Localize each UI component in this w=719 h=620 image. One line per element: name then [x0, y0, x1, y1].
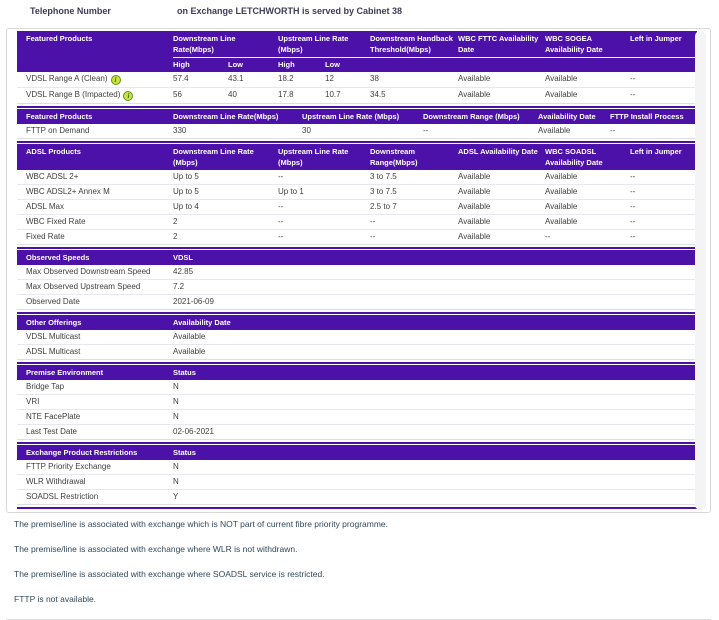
footnote-soadsl: The premise/line is associated with exchange where SOADSL service is restricted. — [14, 569, 325, 579]
premise-label: VRI — [26, 397, 40, 406]
sogea-availability-cell: Available — [545, 90, 578, 99]
upstream-low-cell: 10.7 — [325, 90, 341, 99]
product-name-cell: ADSL Max — [26, 202, 64, 211]
product-name-cell — [17, 88, 173, 103]
restriction-value: Y — [173, 492, 179, 501]
table-row-vri — [17, 395, 697, 410]
soadsl-availability-cell: Available — [545, 202, 578, 211]
column-header-downstream-range: Downstream Range (Mbps) — [423, 112, 520, 121]
left-in-jumper-cell: -- — [630, 74, 636, 83]
range-cell: 2.5 to 7 — [370, 202, 397, 211]
range-cell: 3 to 7.5 — [370, 187, 397, 196]
premise-environment-table — [17, 365, 697, 444]
adsl-availability-cell: Available — [458, 232, 491, 241]
footnotes — [14, 519, 719, 605]
exchange-product-restrictions-table — [17, 445, 697, 509]
upstream-cell: Up to 1 — [278, 187, 304, 196]
subheader-spacer — [545, 57, 630, 61]
subheader-downstream-low: Low — [228, 57, 278, 72]
column-header-left-in-jumper: Left in Jumper — [630, 147, 682, 156]
handback-cell: 38 — [370, 74, 379, 83]
column-header-adsl-availability: ADSL Availability Date — [458, 147, 538, 156]
footnote-fttp: FTTP is not available. — [14, 594, 97, 604]
restriction-label: WLR Withdrawal — [26, 477, 86, 486]
range-cell: -- — [370, 217, 376, 226]
column-header-handback-threshold: Downstream Handback Threshold(Mbps) — [370, 34, 453, 54]
range-cell: 3 to 7.5 — [370, 172, 397, 181]
upstream-cell: -- — [278, 202, 284, 211]
column-header-status: Status — [173, 368, 196, 377]
column-header-vdsl: VDSL — [173, 253, 194, 262]
offering-label: ADSL Multicast — [26, 347, 81, 356]
table-row-wbc-adsl2plus — [17, 170, 697, 185]
column-header-left-in-jumper: Left in Jumper — [630, 34, 682, 43]
downstream-cell: Up to 4 — [173, 202, 199, 211]
product-name-cell: WBC Fixed Rate — [26, 217, 86, 226]
column-header-wbc-sogea-availability: WBC SOGEA Availability Date — [545, 34, 603, 54]
restriction-value: N — [173, 462, 179, 471]
table-row-wbc-adsl2plus-annex-m — [17, 185, 697, 200]
observed-speeds-table — [17, 250, 697, 314]
section-header-observed-speeds: Observed Speeds — [26, 253, 90, 262]
left-in-jumper-cell: -- — [630, 90, 636, 99]
adsl-availability-cell: Available — [458, 217, 491, 226]
upstream-high-cell: 17.8 — [278, 90, 294, 99]
table-row-vdsl-range-b — [17, 88, 697, 104]
table-row-fttp-priority-exchange — [17, 460, 697, 475]
premise-value: N — [173, 412, 179, 421]
fttc-availability-cell: Available — [458, 74, 491, 83]
telephone-number-label: Telephone Number — [30, 6, 111, 16]
section-header-other-offerings: Other Offerings — [26, 318, 82, 327]
metric-label: Observed Date — [26, 297, 80, 306]
install-process-cell: -- — [610, 126, 616, 135]
subheader-spacer — [630, 57, 697, 61]
metric-label: Max Observed Upstream Speed — [26, 282, 141, 291]
premise-value: N — [173, 382, 179, 391]
footnote-fibre-priority: The premise/line is associated with exchange which is NOT part of current fibre priority programme. — [14, 519, 388, 529]
table-row-adsl-max — [17, 200, 697, 215]
table-row-observed-date — [17, 295, 697, 310]
column-header-featured-products: Featured Products — [26, 34, 93, 43]
soadsl-availability-cell: Available — [545, 187, 578, 196]
table-row-max-upstream — [17, 280, 697, 295]
footnote-wlr: The premise/line is associated with exchange where WLR is not withdrawn. — [14, 544, 298, 554]
premise-label: Last Test Date — [26, 427, 77, 436]
scrollbar-track[interactable] — [695, 31, 706, 510]
restriction-label: SOADSL Restriction — [26, 492, 99, 501]
section-header-exchange-restrictions: Exchange Product Restrictions — [26, 448, 138, 457]
downstream-high-cell: 56 — [173, 90, 182, 99]
handback-cell: 34.5 — [370, 90, 386, 99]
availability-cell: Available — [538, 126, 571, 135]
column-header-upstream-line-rate: Upstream Line Rate (Mbps) — [302, 112, 400, 121]
range-cell: -- — [423, 126, 429, 135]
results-panel — [6, 28, 711, 513]
table-row-fixed-rate — [17, 230, 697, 245]
column-header-downstream-line-rate: Downstream Line Rate (Mbps) — [173, 147, 254, 167]
table-row-bridge-tap — [17, 380, 697, 395]
table-row-last-test-date — [17, 425, 697, 440]
sogea-availability-cell: Available — [545, 74, 578, 83]
table-row-max-downstream — [17, 265, 697, 280]
column-header-upstream-line-rate: Upstream Line Rate (Mbps) — [278, 147, 349, 167]
left-in-jumper-cell: -- — [630, 232, 636, 241]
downstream-cell: Up to 5 — [173, 172, 199, 181]
downstream-low-cell: 40 — [228, 90, 237, 99]
downstream-low-cell: 43.1 — [228, 74, 244, 83]
soadsl-availability-cell: Available — [545, 217, 578, 226]
product-name-cell: WBC ADSL2+ Annex M — [26, 187, 110, 196]
product-name: VDSL Range A (Clean) — [26, 74, 108, 83]
left-in-jumper-cell: -- — [630, 202, 636, 211]
column-header-status: Status — [173, 448, 196, 457]
downstream-cell: 330 — [173, 126, 187, 135]
column-header-upstream-line-rate: Upstream Line Rate (Mbps) — [278, 34, 349, 54]
range-cell: -- — [370, 232, 376, 241]
restriction-label: FTTP Priority Exchange — [26, 462, 111, 471]
premise-value: N — [173, 397, 179, 406]
left-in-jumper-cell: -- — [630, 172, 636, 181]
other-offerings-table — [17, 315, 697, 364]
product-name-cell: Fixed Rate — [26, 232, 65, 241]
table-row-soadsl-restriction — [17, 490, 697, 505]
upstream-high-cell: 18.2 — [278, 74, 294, 83]
upstream-low-cell: 12 — [325, 74, 334, 83]
subheader-upstream-high: High — [278, 57, 325, 72]
left-in-jumper-cell: -- — [630, 217, 636, 226]
section-header-premise-environment: Premise Environment — [26, 368, 104, 377]
subheader-spacer — [458, 57, 545, 61]
adsl-products-table — [17, 144, 697, 249]
table-row-wbc-fixed-rate — [17, 215, 697, 230]
premise-label: Bridge Tap — [26, 382, 65, 391]
featured-products-fttp-table — [17, 109, 697, 143]
table-row-adsl-multicast — [17, 345, 697, 360]
metric-value: 7.2 — [173, 282, 185, 291]
downstream-cell: 2 — [173, 217, 178, 226]
column-header-wbc-fttc-availability: WBC FTTC Availability Date — [458, 34, 539, 54]
adsl-availability-cell: Available — [458, 187, 491, 196]
metric-value: 42.85 — [173, 267, 194, 276]
left-in-jumper-cell: -- — [630, 187, 636, 196]
column-header-featured-products: Featured Products — [26, 112, 93, 121]
info-icon[interactable]: i — [123, 91, 133, 101]
table-row-fttp-on-demand — [17, 124, 697, 139]
product-name-cell: WBC ADSL 2+ — [26, 172, 79, 181]
table-row-wlr-withdrawal — [17, 475, 697, 490]
column-header-downstream-range: Downstream Range(Mbps) — [370, 147, 418, 167]
product-name-cell: FTTP on Demand — [26, 126, 90, 135]
column-header-availability-date: Availability Date — [173, 318, 231, 327]
column-header-fttp-install-process: FTTP Install Process — [610, 112, 684, 121]
column-header-downstream-line-rate: Downstream Line Rate(Mbps) — [173, 112, 279, 121]
premise-label: NTE FacePlate — [26, 412, 81, 421]
subheader-spacer — [17, 57, 173, 60]
page-title — [0, 0, 719, 28]
product-name-cell — [17, 72, 173, 87]
offering-value: Available — [173, 347, 206, 356]
column-header-wbc-soadsl-availability: WBC SOADSL Availability Date — [545, 147, 603, 167]
product-name: VDSL Range B (Impacted) — [26, 90, 121, 99]
column-header-downstream-line-rate: Downstream Line Rate(Mbps) — [173, 34, 236, 54]
soadsl-availability-cell: Available — [545, 172, 578, 181]
metric-value: 2021-06-09 — [173, 297, 214, 306]
exchange-cabinet-text: on Exchange LETCHWORTH is served by Cabinet 38 — [177, 6, 403, 16]
column-header-availability-date: Availability Date — [538, 112, 596, 121]
fttc-availability-cell: Available — [458, 90, 491, 99]
table-row-vdsl-range-a — [17, 72, 697, 88]
offering-label: VDSL Multicast — [26, 332, 81, 341]
subheader-spacer — [370, 57, 458, 61]
adsl-availability-cell: Available — [458, 202, 491, 211]
metric-label: Max Observed Downstream Speed — [26, 267, 151, 276]
offering-value: Available — [173, 332, 206, 341]
featured-products-vdsl-table — [17, 31, 697, 108]
column-header-adsl-products: ADSL Products — [26, 147, 81, 156]
info-icon[interactable]: i — [111, 75, 121, 85]
subheader-downstream-high: High — [173, 57, 228, 72]
premise-value: 02-06-2021 — [173, 427, 214, 436]
subheader-upstream-low: Low — [325, 57, 370, 72]
adsl-availability-cell: Available — [458, 172, 491, 181]
upstream-cell: 30 — [302, 126, 311, 135]
soadsl-availability-cell: -- — [545, 232, 551, 241]
upstream-cell: -- — [278, 172, 284, 181]
downstream-cell: 2 — [173, 232, 178, 241]
table-row-nte-faceplate — [17, 410, 697, 425]
upstream-cell: -- — [278, 232, 284, 241]
downstream-cell: Up to 5 — [173, 187, 199, 196]
restriction-value: N — [173, 477, 179, 486]
table-row-vdsl-multicast — [17, 330, 697, 345]
upstream-cell: -- — [278, 217, 284, 226]
downstream-high-cell: 57.4 — [173, 74, 189, 83]
